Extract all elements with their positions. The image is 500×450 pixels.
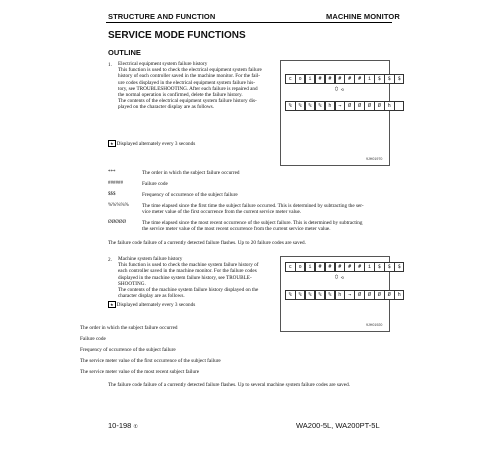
legend-text: The order in which the subject failure occurred (142, 170, 240, 176)
lcd-row-elapsed-time-2 (285, 290, 404, 300)
lcd-cell: Ø (374, 101, 385, 111)
lcd-cell: % (325, 290, 336, 300)
lcd-cell: → (335, 101, 346, 111)
page-title: SERVICE MODE FUNCTIONS (108, 30, 246, 41)
lcd-cell: $ (384, 74, 395, 84)
lcd-cell: % (295, 290, 306, 300)
legend-text (142, 220, 392, 232)
page-number (108, 421, 138, 430)
section1-line: The contents of the electrical equipment system failure history dis- (118, 98, 257, 105)
lcd-cell: i (364, 74, 375, 84)
lcd-cell: # (354, 74, 365, 84)
legend-symbol: ØØØØØ (108, 220, 127, 225)
section2-display-note (108, 301, 195, 308)
section1-line: history of each controller saved in the machine monitor. For the fail- (118, 73, 261, 80)
lcd-cell: → (344, 290, 355, 300)
legend2-text: Frequency of occurrence of the subject failure (80, 347, 176, 353)
legend-symbol: %%%%% (108, 203, 129, 208)
lcd-cell: # (325, 262, 336, 272)
lcd-cell: $ (394, 262, 405, 272)
lcd-row-failure-code-2 (285, 262, 404, 272)
section2-line: The contents of the machine system failure history displayed on the (118, 287, 259, 294)
lcd-row-elapsed-time-1 (285, 101, 404, 111)
legend2-text: Failure code (80, 336, 106, 342)
legend-text-line: The time elapsed since the most recent occurrence of the subject failure. This is determined by subtracting (142, 220, 363, 226)
legend-symbol: *** (108, 170, 116, 175)
lcd-cell (394, 101, 405, 111)
lcd-cell: o (295, 262, 306, 272)
legend-text-line: The time elapsed since the first time the subject failure occurred. This is determined by subtracting the ser- (142, 203, 364, 209)
section1-text (118, 61, 278, 111)
lcd-cell: i (364, 262, 375, 272)
legend2-text: The order in which the subject failure occurred (80, 325, 178, 331)
section2-line: each controller saved in the machine monitor. For the failure codes (118, 268, 257, 275)
legend-symbol: ###### (108, 181, 123, 186)
lcd-cell: h (394, 290, 405, 300)
section2-text (118, 256, 278, 299)
lcd-cell: i (305, 74, 316, 84)
header-chapter-title: MACHINE MONITOR (326, 12, 400, 21)
section2-line: SHOOTING. (118, 280, 146, 287)
lcd-cell: h (384, 101, 395, 111)
legend-text-line: the service meter value of the most recent occurrence from the current service meter value. (142, 226, 331, 233)
lcd-cell: $ (374, 74, 385, 84)
figure-id-2: 9JH01920 (366, 323, 383, 327)
lcd-cell: # (344, 74, 355, 84)
section2-line: This function is used to check the machine system failure history of (118, 262, 259, 269)
lcd-row-failure-code-1 (285, 74, 404, 84)
lcd-cell: i (305, 262, 316, 272)
lcd-cell: % (305, 290, 316, 300)
section1-display-note (108, 140, 195, 147)
lcd-cell: Ø (364, 101, 375, 111)
lcd-cell: c (285, 262, 296, 272)
legend-text: Failure code (142, 181, 168, 187)
legend2-text: The service meter value of the most recent subject failure (80, 369, 200, 375)
alternate-arrow-icon: ⇳ ⟲ (334, 87, 344, 93)
lcd-cell: # (315, 74, 326, 84)
lcd-cell: o (295, 74, 306, 84)
lcd-cell: # (325, 74, 336, 84)
lcd-cell: % (315, 290, 326, 300)
alternate-arrow-icon: ⇳ ⟲ (334, 275, 344, 281)
section2-line: displayed in the machine system failure history, see TROUBLE- (118, 274, 252, 281)
lcd-cell: % (285, 101, 296, 111)
section2-line: character display are as follows. (118, 293, 185, 300)
section1-display-note-text: Displayed alternately every 3 seconds (116, 141, 196, 147)
lcd-cell: c (285, 74, 296, 84)
lcd-cell: Ø (364, 290, 375, 300)
section-heading-outline: OUTLINE (108, 48, 141, 57)
section1-line: played on the character display are as follows. (118, 104, 214, 111)
legend-text: Frequency of occurrence of the subject failure (142, 192, 238, 198)
section1-line: the normal operation is confirmed, delete the failure history. (118, 92, 243, 99)
lcd-cell: # (344, 262, 355, 272)
lcd-cell: # (315, 262, 326, 272)
page-number-text: 10-198 (108, 421, 132, 430)
header-rule (106, 22, 392, 23)
lcd-cell: Ø (344, 101, 355, 111)
figure-id-1: 9JH01970 (366, 157, 383, 161)
section1-line: tory, see TROUBLESHOOTING. After each failure is repaired and (118, 85, 258, 92)
section1-line: ure codes displayed in the electrical equipment system failure his- (118, 79, 255, 86)
section2-line: Machine system failure history (118, 256, 183, 262)
section1-number: 1. (108, 62, 112, 68)
section1-line: Electrical equipment system failure history (118, 61, 208, 67)
lcd-cell: # (335, 262, 346, 272)
model-name: WA200-5L, WA200PT-5L (296, 421, 380, 430)
section1-line: This function is used to check the electrical equipment system failure (118, 67, 262, 74)
lcd-cell: Ø (354, 101, 365, 111)
section2-note: The failure code failure of a currently detected failure flashes. Up to several machine system failure codes are saved. (108, 382, 350, 388)
note-icon: ★ (110, 141, 114, 146)
legend-symbol: $$$ (108, 192, 116, 197)
lcd-cell: # (354, 262, 365, 272)
lcd-cell: Ø (384, 290, 395, 300)
lcd-cell: h (325, 101, 336, 111)
revision-mark: ① (133, 424, 138, 430)
section2-display-note-text: Displayed alternately every 3 seconds (116, 302, 196, 308)
lcd-cell: $ (394, 74, 405, 84)
lcd-cell: % (295, 101, 306, 111)
lcd-cell: $ (384, 262, 395, 272)
lcd-cell: % (315, 101, 326, 111)
lcd-cell: h (335, 290, 346, 300)
lcd-cell: % (285, 290, 296, 300)
lcd-cell: $ (374, 262, 385, 272)
lcd-cell: % (305, 101, 316, 111)
lcd-cell: Ø (354, 290, 365, 300)
lcd-cell: # (335, 74, 346, 84)
header-section-title: STRUCTURE AND FUNCTION (108, 12, 216, 21)
legend-text (142, 203, 392, 215)
note-icon: ★ (110, 302, 114, 307)
legend-text-line: vice meter value of the first occurrence from the current service meter value. (142, 209, 302, 216)
section2-number: 2. (108, 257, 112, 263)
section1-note: The failure code failure of a currently detected failure flashes. Up to 20 failure codes are saved. (108, 240, 306, 246)
legend2-text: The service meter value of the first occurrence of the subject failure (80, 358, 221, 364)
lcd-cell: Ø (374, 290, 385, 300)
